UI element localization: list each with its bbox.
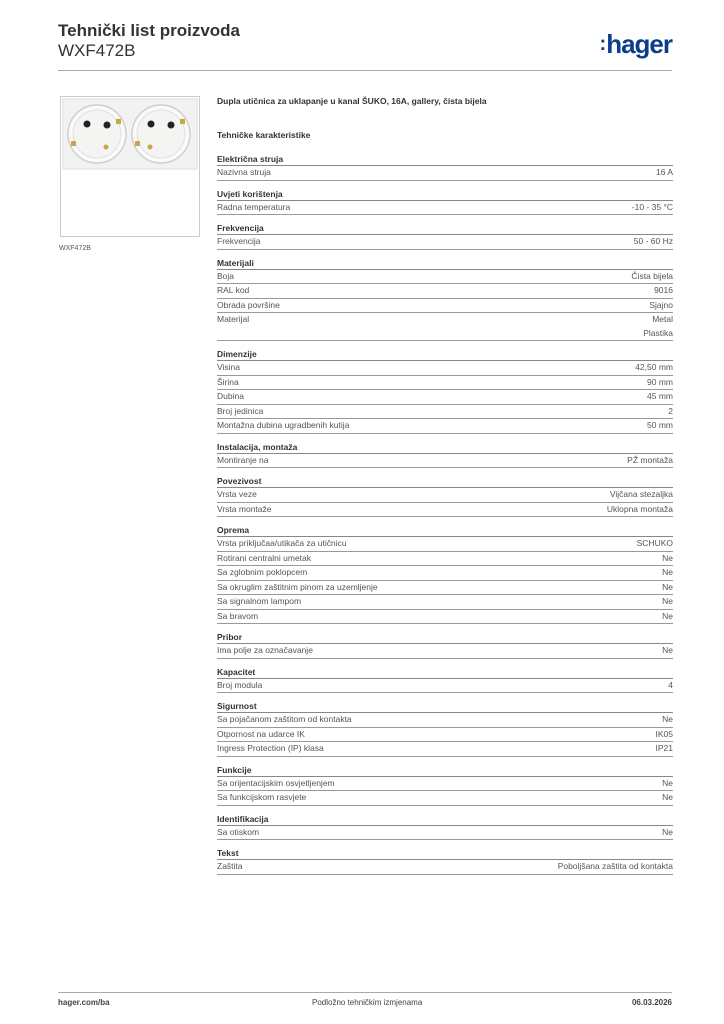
spec-value: Metal Plastika bbox=[643, 314, 673, 338]
spec-value: Ne bbox=[662, 552, 673, 563]
spec-value: PŽ montaža bbox=[627, 454, 673, 465]
spec-row bbox=[217, 742, 673, 757]
section-title: Instalacija, montaža bbox=[217, 442, 673, 454]
section-title: Tekst bbox=[217, 848, 673, 860]
spec-label: Sa bravom bbox=[217, 610, 259, 621]
spec-section bbox=[217, 765, 673, 806]
spec-value: Ne bbox=[662, 826, 673, 837]
spec-section bbox=[217, 154, 673, 181]
footer-divider bbox=[58, 992, 672, 993]
page-header bbox=[58, 21, 672, 69]
spec-label: Montiranje na bbox=[217, 454, 269, 465]
spec-label: Zaštita bbox=[217, 861, 243, 871]
spec-value: Ne bbox=[662, 714, 673, 724]
spec-label: Sa funkcijskom rasvjete bbox=[217, 792, 307, 802]
section-title: Oprema bbox=[217, 525, 673, 537]
spec-label: Visina bbox=[217, 362, 240, 372]
spec-value: Ne bbox=[662, 792, 673, 802]
spec-section bbox=[217, 258, 673, 342]
spec-row bbox=[217, 728, 673, 743]
socket-left bbox=[68, 105, 126, 163]
footer-date: 06.03.2026 bbox=[631, 998, 672, 1007]
spec-value: 45 mm bbox=[647, 391, 673, 401]
spec-section bbox=[217, 189, 673, 216]
spec-value: Ne bbox=[662, 581, 673, 592]
spec-row bbox=[217, 791, 673, 806]
footer-note: Podložno tehničkim izmjenama bbox=[312, 998, 423, 1007]
spec-section bbox=[217, 701, 673, 757]
spec-section bbox=[217, 442, 673, 469]
spec-section bbox=[217, 525, 673, 624]
section-title: Dimenzije bbox=[217, 349, 673, 361]
spec-label: Rotirani centralni umetak bbox=[217, 552, 312, 563]
spec-label: Ima polje za označavanje bbox=[217, 645, 313, 655]
spec-value: Ne bbox=[662, 596, 673, 606]
spec-label: Broj jedinica bbox=[217, 405, 264, 416]
spec-value: Ne bbox=[662, 567, 673, 577]
spec-value: 4 bbox=[668, 679, 673, 690]
spec-row bbox=[217, 376, 673, 391]
spec-label: Dubina bbox=[217, 391, 244, 401]
section-title: Uvjeti korištenja bbox=[217, 189, 673, 201]
spec-label: Sa okruglim zaštitnim pinom za uzemljenje bbox=[217, 581, 378, 592]
section-title: Materijali bbox=[217, 258, 673, 270]
spec-section bbox=[217, 848, 673, 875]
spec-section bbox=[217, 349, 673, 434]
spec-value: 16 A bbox=[655, 167, 673, 177]
spec-value: Uklopna montaža bbox=[606, 503, 673, 514]
spec-label: Obrada površine bbox=[217, 299, 280, 310]
spec-label: Sa zglobnim poklopcem bbox=[217, 567, 308, 577]
spec-row bbox=[217, 488, 673, 503]
spec-row bbox=[217, 235, 673, 250]
section-title: Povezivost bbox=[217, 476, 673, 488]
spec-content bbox=[217, 96, 673, 883]
spec-value: 50 mm bbox=[647, 420, 673, 430]
spec-row bbox=[217, 405, 673, 420]
spec-value: Ne bbox=[662, 777, 673, 788]
spec-value: 42,50 mm bbox=[635, 362, 673, 372]
spec-row bbox=[217, 644, 673, 659]
spec-value: 2 bbox=[668, 405, 673, 416]
spec-label: Vrsta montaže bbox=[217, 503, 272, 514]
spec-label: Sa orijentacijskim osvjetljenjem bbox=[217, 777, 335, 788]
spec-row bbox=[217, 201, 673, 216]
product-description: Dupla utičnica za uklapanje u kanal ŠUKO, 16A, gallery, čista bijela bbox=[217, 96, 487, 106]
spec-row bbox=[217, 610, 673, 625]
socket-illustration bbox=[61, 97, 199, 236]
spec-section bbox=[217, 223, 673, 250]
spec-value: Sjajno bbox=[649, 299, 673, 310]
spec-row bbox=[217, 503, 673, 518]
spec-row bbox=[217, 777, 673, 792]
spec-section bbox=[217, 632, 673, 659]
section-title: Pribor bbox=[217, 632, 673, 644]
spec-value: 50 - 60 Hz bbox=[633, 236, 673, 246]
spec-value: -10 - 35 °C bbox=[631, 201, 673, 212]
spec-row bbox=[217, 552, 673, 567]
spec-value: IP21 bbox=[655, 743, 673, 753]
spec-label: Širina bbox=[217, 376, 239, 387]
spec-row bbox=[217, 313, 673, 341]
logo-mark-icon: : bbox=[599, 33, 606, 55]
spec-row bbox=[217, 270, 673, 285]
section-title: Sigurnost bbox=[217, 701, 673, 713]
footer-website: hager.com/ba bbox=[58, 998, 110, 1007]
spec-label: Vrsta priključaa/utikača za utičnicu bbox=[217, 538, 347, 548]
spec-label: Montažna dubina ugradbenih kutija bbox=[217, 420, 350, 430]
spec-row bbox=[217, 299, 673, 314]
spec-value: Ne bbox=[662, 610, 673, 621]
spec-value: 90 mm bbox=[647, 376, 673, 387]
spec-label: Boja bbox=[217, 270, 235, 281]
spec-row bbox=[217, 713, 673, 728]
spec-row bbox=[217, 390, 673, 405]
spec-value: 9016 bbox=[654, 285, 673, 295]
spec-label: Vrsta veze bbox=[217, 489, 257, 499]
spec-label: Nazivna struja bbox=[217, 167, 271, 177]
spec-value: Čista bijela bbox=[631, 270, 673, 281]
page-title: Tehnički list proizvoda bbox=[58, 21, 240, 40]
spec-label: Sa otiskom bbox=[217, 826, 260, 837]
spec-value: SCHUKO bbox=[636, 538, 673, 548]
product-image bbox=[60, 96, 200, 237]
spec-sections bbox=[217, 154, 673, 875]
spec-row bbox=[217, 826, 673, 841]
spec-label: Otpornost na udarce IK bbox=[217, 728, 305, 739]
section-title: Frekvencija bbox=[217, 223, 673, 235]
tech-characteristics-title: Tehničke karakteristike bbox=[217, 130, 311, 140]
spec-label: Radna temperatura bbox=[217, 201, 291, 212]
spec-row bbox=[217, 419, 673, 434]
spec-label: Sa pojačanom zaštitom od kontakta bbox=[217, 714, 352, 724]
spec-label: Sa signalnom lampom bbox=[217, 596, 302, 606]
spec-section bbox=[217, 667, 673, 694]
section-title: Električna struja bbox=[217, 154, 673, 166]
section-title: Identifikacija bbox=[217, 814, 673, 826]
spec-row bbox=[217, 595, 673, 610]
spec-row bbox=[217, 566, 673, 581]
spec-label: Broj modula bbox=[217, 679, 263, 690]
spec-value: IK05 bbox=[655, 728, 673, 739]
image-caption: WXF472B bbox=[59, 245, 91, 252]
spec-row bbox=[217, 537, 673, 552]
spec-row bbox=[217, 284, 673, 299]
hager-logo: :hager bbox=[599, 29, 672, 59]
product-code: WXF472B bbox=[58, 41, 136, 60]
spec-label: Materijal bbox=[217, 314, 250, 324]
spec-label: RAL kod bbox=[217, 285, 250, 295]
spec-row bbox=[217, 454, 673, 469]
spec-row bbox=[217, 679, 673, 694]
header-divider bbox=[58, 70, 672, 71]
spec-row bbox=[217, 860, 673, 875]
spec-label: Ingress Protection (IP) klasa bbox=[217, 743, 324, 753]
spec-row bbox=[217, 166, 673, 181]
section-title: Funkcije bbox=[217, 765, 673, 777]
spec-row bbox=[217, 581, 673, 596]
spec-value: Ne bbox=[662, 645, 673, 655]
spec-section bbox=[217, 814, 673, 841]
socket-right bbox=[132, 105, 190, 163]
spec-label: Frekvencija bbox=[217, 236, 261, 246]
spec-value: Vijčana stezaljka bbox=[609, 489, 673, 499]
spec-section bbox=[217, 476, 673, 517]
spec-row bbox=[217, 361, 673, 376]
section-title: Kapacitet bbox=[217, 667, 673, 679]
spec-value: Poboljšana zaštita od kontakta bbox=[557, 861, 673, 871]
